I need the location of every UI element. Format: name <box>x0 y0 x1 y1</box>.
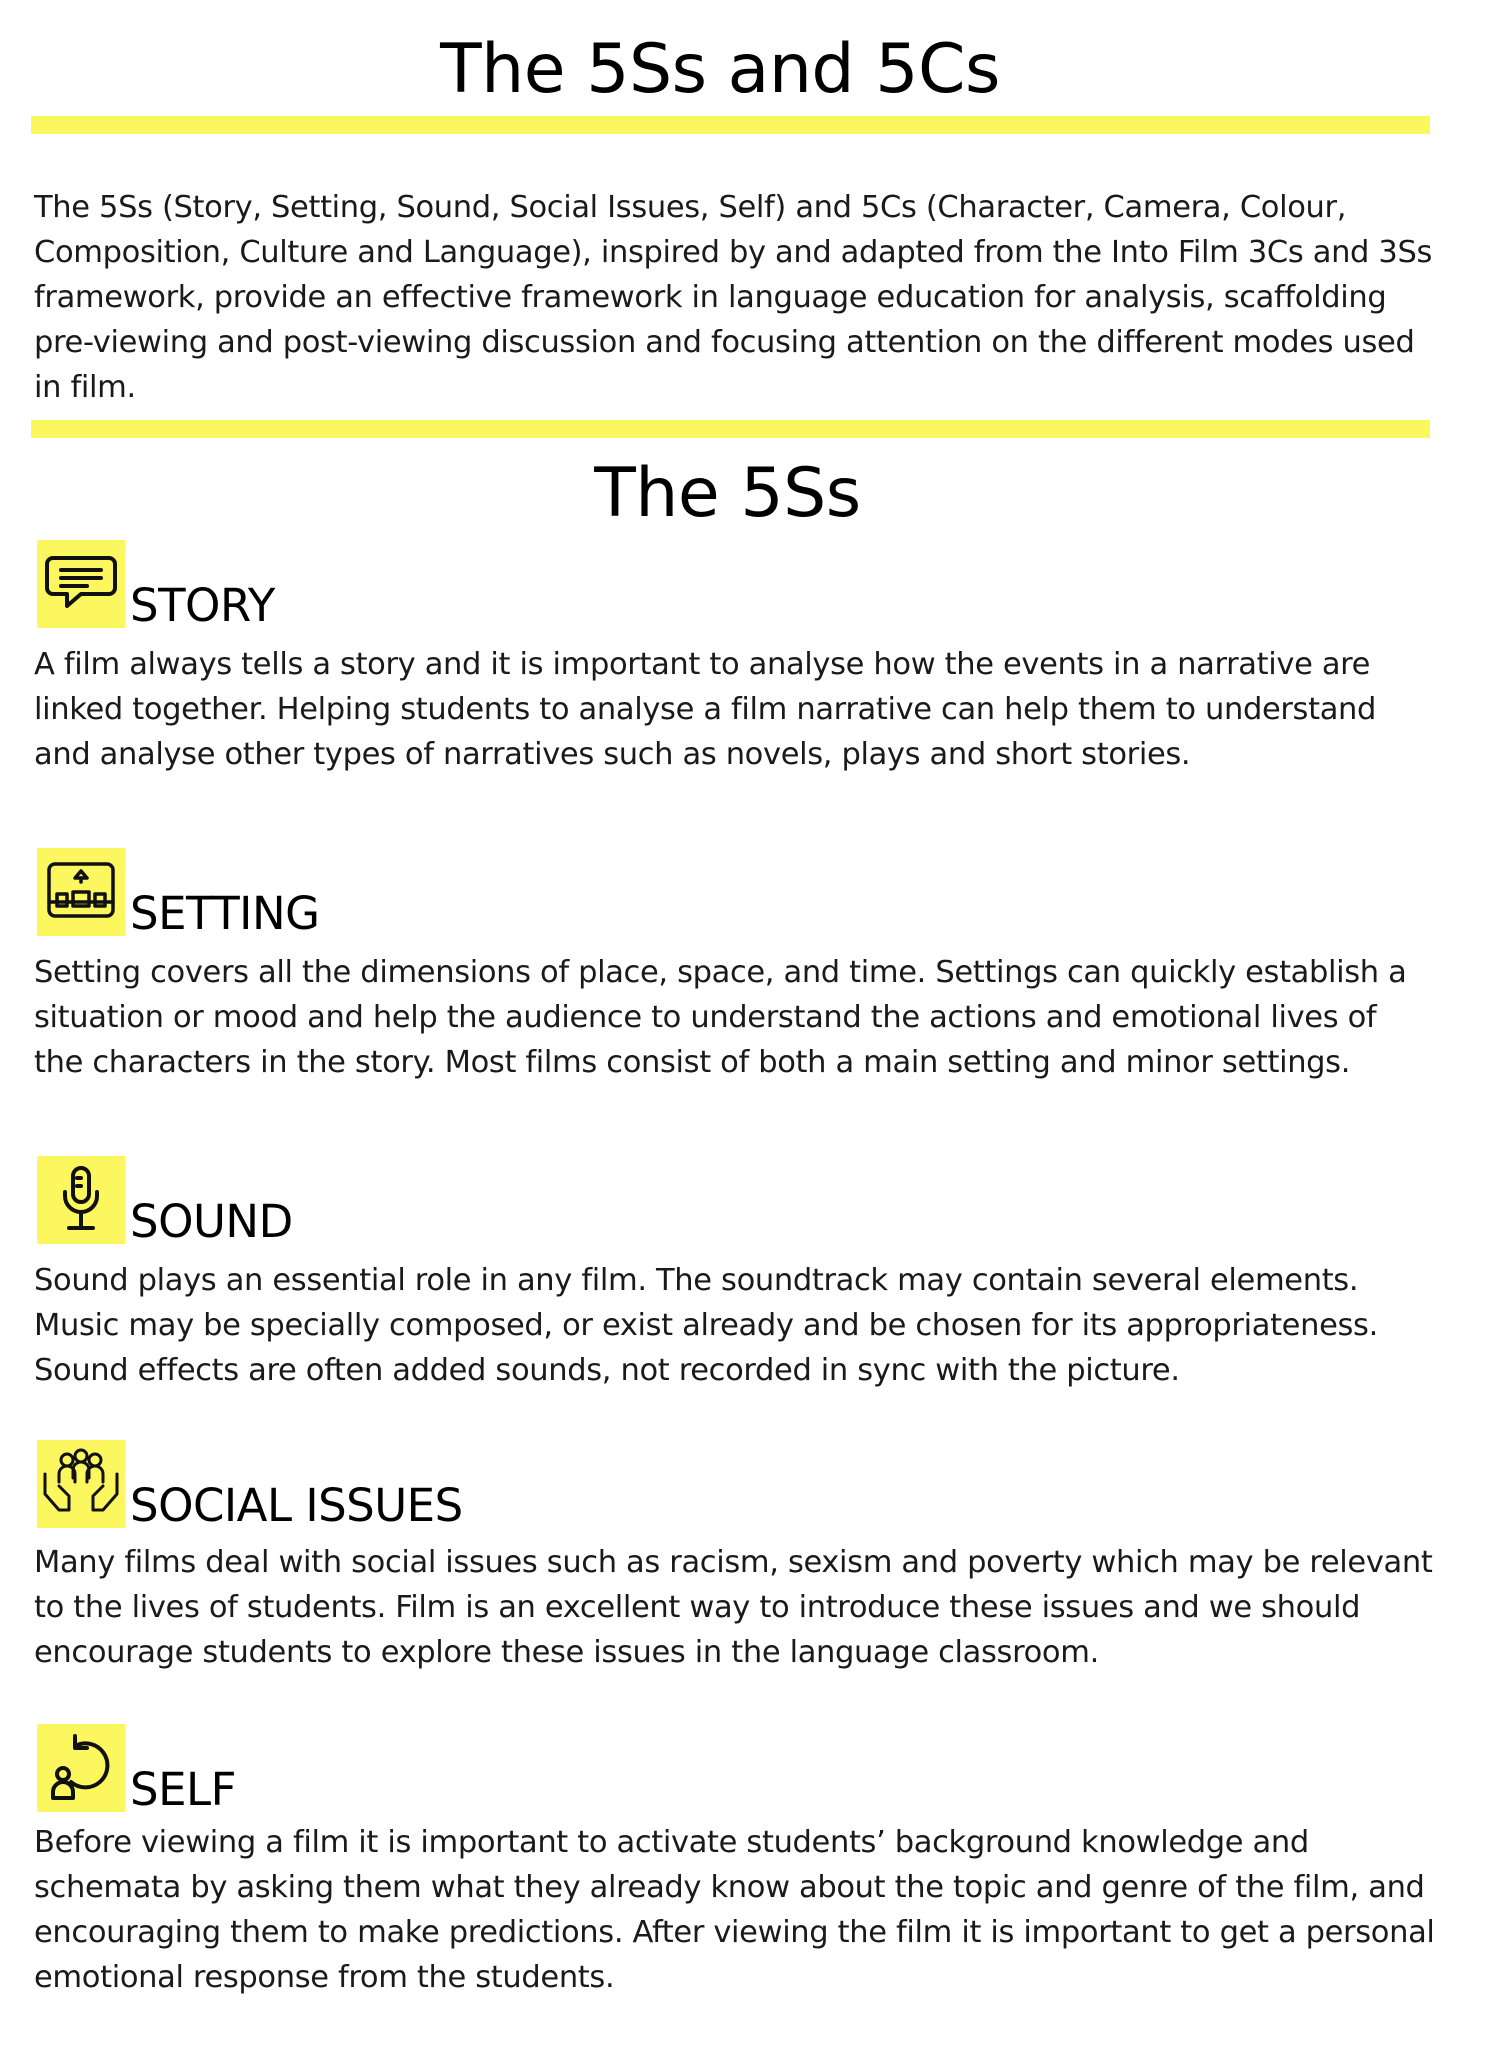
page-title: The 5Ss and 5Cs <box>440 30 1000 109</box>
self-line: Before viewing a film it is important to activate students’ background knowledge and <box>34 1825 1309 1860</box>
story-heading: STORY <box>130 579 275 632</box>
setting-text <box>34 950 1406 1085</box>
social-issues-line: Many films deal with social issues such as racism, sexism and poverty which may be relevant <box>34 1545 1433 1580</box>
self-text <box>34 1820 1435 2000</box>
section-title: The 5Ss <box>594 454 861 533</box>
social-issues-line: to the lives of students. Film is an excellent way to introduce these issues and we should <box>34 1590 1361 1625</box>
setting-line: situation or mood and help the audience to understand the actions and emotional lives of <box>34 1000 1377 1035</box>
social-issues-text <box>34 1540 1432 1675</box>
intro-line: The 5Ss (Story, Setting, Sound, Social Issues, Self) and 5Cs (Character, Camera, Colour, <box>34 190 1347 225</box>
community-hands-icon <box>37 1440 125 1528</box>
intro-line: pre-viewing and post-viewing discussion and focusing attention on the different modes used <box>34 325 1415 360</box>
intro-line: framework, provide an effective framework in language education for analysis, scaffolding <box>34 280 1387 315</box>
social-issues-line: encourage students to explore these issues in the language classroom. <box>34 1635 1099 1670</box>
room-interior-icon <box>37 848 125 936</box>
intro-paragraph <box>34 185 1444 410</box>
title-divider <box>31 116 1430 134</box>
self-line: emotional response from the students. <box>34 1960 615 1995</box>
social-issues-heading: SOCIAL ISSUES <box>130 1479 463 1532</box>
speech-bubble-icon <box>37 540 125 628</box>
intro-line: Composition, Culture and Language), inspired by and adapted from the Into Film 3Cs and 3Ss <box>34 235 1433 270</box>
self-heading: SELF <box>130 1763 236 1816</box>
setting-line: Setting covers all the dimensions of place, space, and time. Settings can quickly establish a <box>34 955 1407 990</box>
story-line: A film always tells a story and it is important to analyse how the events in a narrative are <box>34 647 1371 682</box>
story-line: and analyse other types of narratives such as novels, plays and short stories. <box>34 737 1191 772</box>
setting-heading: SETTING <box>130 887 320 940</box>
story-line: linked together. Helping students to analyse a film narrative can help them to understand <box>34 692 1377 727</box>
sound-line: Sound effects are often added sounds, not recorded in sync with the picture. <box>34 1353 1180 1388</box>
sound-heading: SOUND <box>130 1195 293 1248</box>
intro-divider <box>31 420 1430 438</box>
intro-line: in film. <box>34 370 136 405</box>
microphone-icon <box>37 1156 125 1244</box>
setting-line: the characters in the story. Most films consist of both a main setting and minor settings. <box>34 1045 1351 1080</box>
self-line: encouraging them to make predictions. After viewing the film it is important to get a personal <box>34 1915 1435 1950</box>
sound-line: Sound plays an essential role in any film. The soundtrack may contain several elements. <box>34 1263 1359 1298</box>
sound-line: Music may be specially composed, or exist already and be chosen for its appropriateness. <box>34 1308 1378 1343</box>
self-reflection-icon <box>37 1724 125 1812</box>
sound-text <box>34 1258 1378 1393</box>
self-line: schemata by asking them what they already know about the topic and genre of the film, and <box>34 1870 1425 1905</box>
story-text <box>34 642 1376 777</box>
